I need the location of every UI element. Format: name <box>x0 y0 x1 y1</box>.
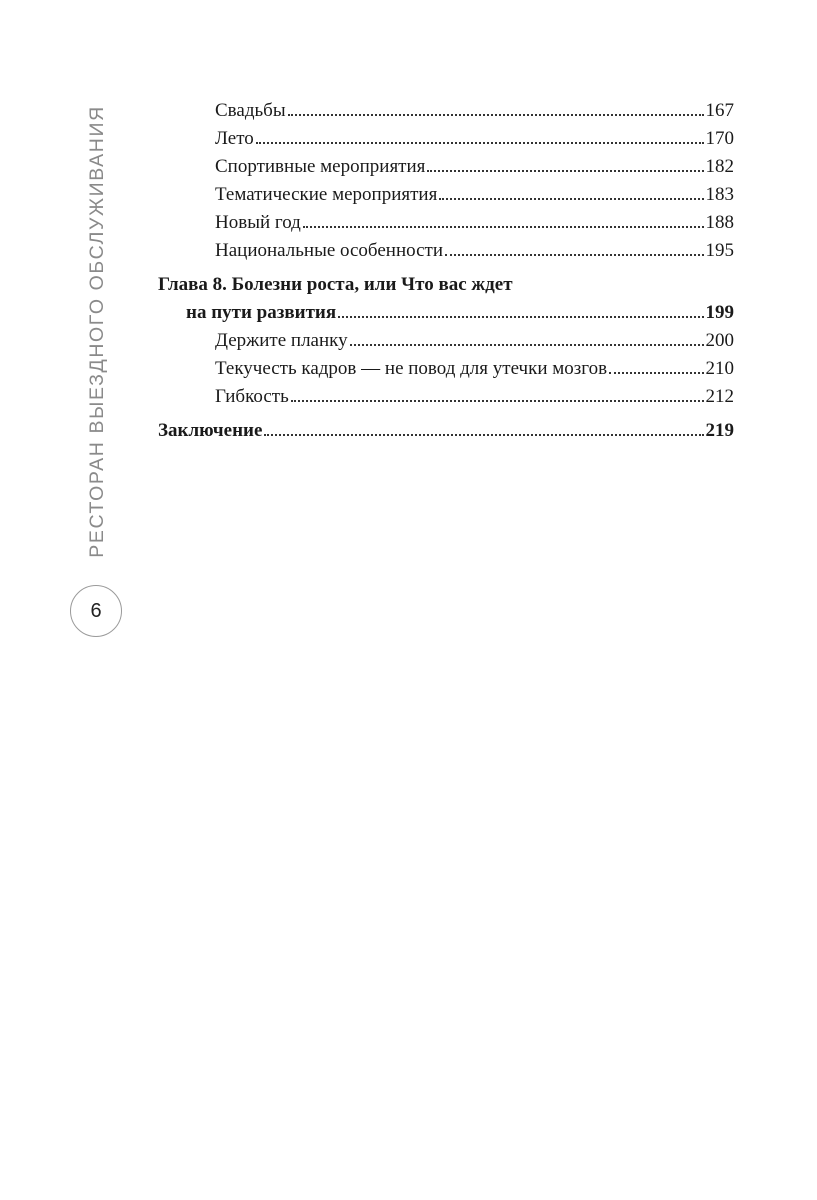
table-of-contents <box>158 97 734 445</box>
chapter-8-title-cont: на пути развития <box>186 302 337 323</box>
dot-leader <box>439 198 703 200</box>
toc-entry-title: Текучесть кадров — не повод для утечки мозгов <box>215 358 608 379</box>
toc-entry-themed-events <box>158 181 734 209</box>
toc-entry-summer <box>158 125 734 153</box>
toc-entry-page: 210 <box>705 358 734 379</box>
dot-leader <box>445 254 704 256</box>
toc-entry-page: 182 <box>705 156 734 177</box>
toc-entry-title: Держите планку <box>215 330 348 351</box>
dot-leader <box>291 400 704 402</box>
toc-entry-page: 195 <box>705 240 734 261</box>
toc-entry-title: Спортивные мероприятия <box>215 156 426 177</box>
running-head <box>79 100 115 562</box>
toc-entry-weddings <box>158 97 734 125</box>
dot-leader <box>350 344 704 346</box>
page-number: 6 <box>70 585 122 637</box>
dot-leader <box>338 316 703 318</box>
running-head-text: РЕСТОРАН ВЫЕЗДНОГО ОБСЛУЖИВАНИЯ <box>85 104 108 558</box>
toc-entry-title: Заключение <box>158 420 263 441</box>
toc-entry-title: Национальные особенности <box>215 240 443 261</box>
dot-leader <box>256 142 704 144</box>
toc-entry-staff-turnover <box>158 355 734 383</box>
dot-leader <box>303 226 704 228</box>
dot-leader <box>288 114 704 116</box>
toc-entry-page: 167 <box>705 100 734 121</box>
dot-leader <box>264 434 703 436</box>
toc-entry-page: 188 <box>705 212 734 233</box>
toc-entry-hold-the-bar <box>158 327 734 355</box>
toc-entry-page: 170 <box>705 128 734 149</box>
toc-entry-title: Свадьбы <box>215 100 286 121</box>
toc-entry-title: Новый год <box>215 212 301 233</box>
toc-entry-page: 200 <box>705 330 734 351</box>
toc-entry-title: Тематические мероприятия <box>215 184 438 205</box>
toc-entry-conclusion <box>158 417 734 445</box>
toc-entry-title: Гибкость <box>215 386 289 407</box>
toc-entry-sports-events <box>158 153 734 181</box>
toc-entry-page: 219 <box>705 420 734 441</box>
toc-entry-new-year <box>158 209 734 237</box>
toc-entry-page: 212 <box>705 386 734 407</box>
dot-leader <box>609 372 703 374</box>
dot-leader <box>427 170 703 172</box>
toc-entry-title: Лето <box>215 128 254 149</box>
toc-entry-page: 183 <box>705 184 734 205</box>
chapter-8-title: Глава 8. Болезни роста, или Что вас ждет <box>158 274 513 295</box>
chapter-8-entry <box>158 299 734 327</box>
toc-entry-national-features <box>158 237 734 265</box>
toc-entry-flexibility <box>158 383 734 411</box>
toc-entry-page: 199 <box>705 302 734 323</box>
